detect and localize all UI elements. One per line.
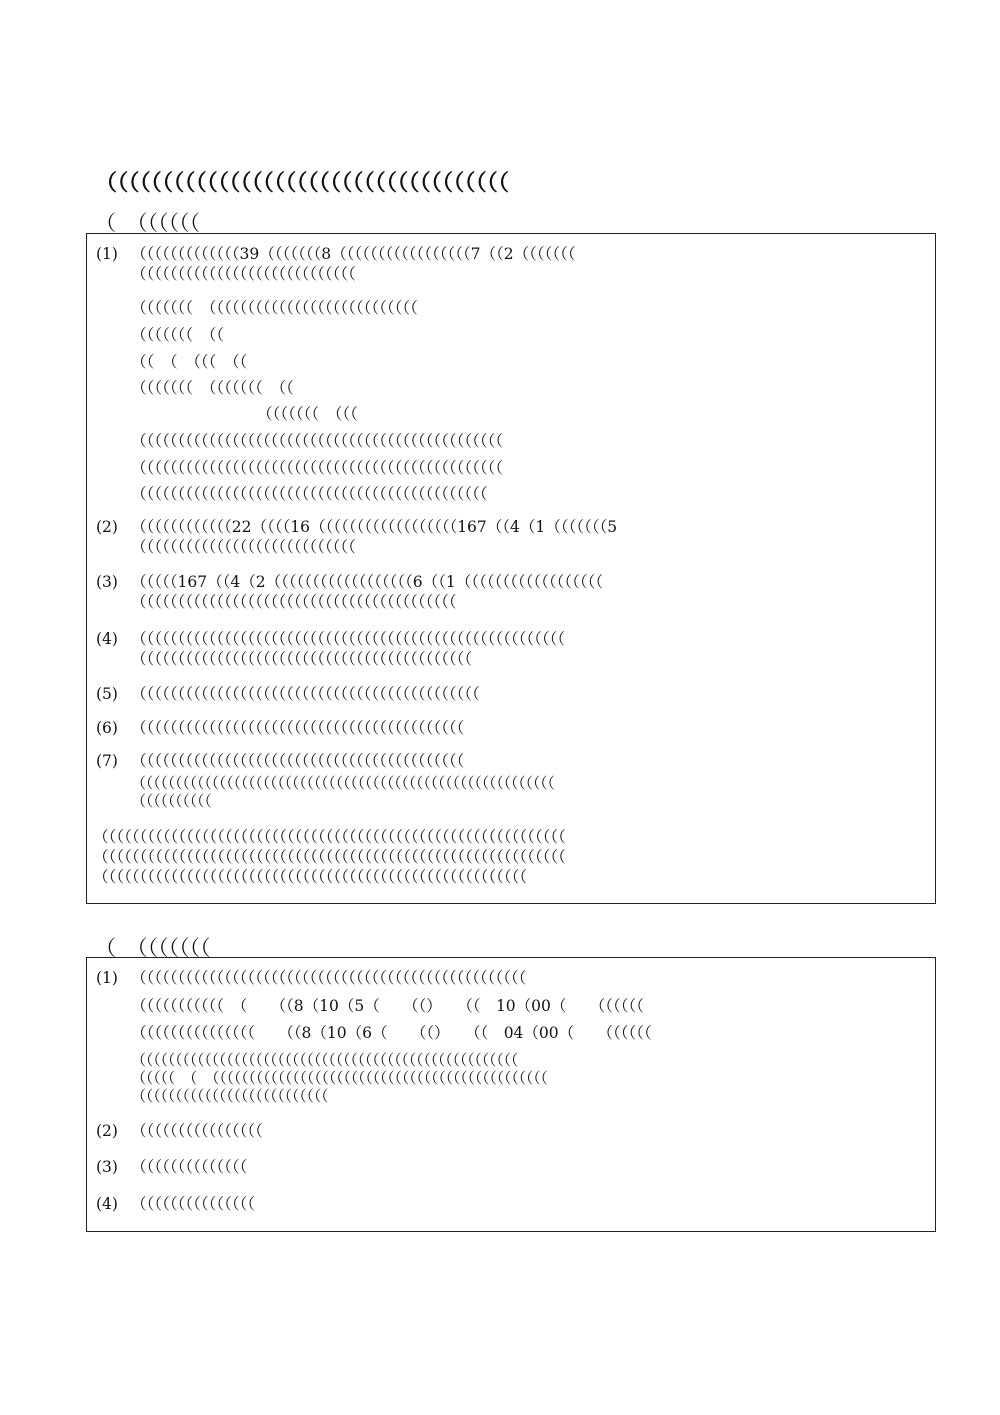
item-text-line: （（（（（（（（（（（（（（（（（（（（（（（（（（（（（（（（（（（（（（（（（（ [131,752,465,770]
detail-line: （（（（（（（（（（（（（（（（（（（（（（（（（（（（（（（（（（（（（（（（（（（（（ [131,485,488,503]
item-text-line: （（（（（（（（（（（（（（（（（（（（（（（（（（（（（（（（（（（（（（（（（（（ [131,650,473,668]
item-text-line: （（（（（（（（（（（（（（ [131,1158,248,1176]
item-text-line: （（（（（（（（（（（（（（（（（（（（（（（（（（（（ [131,538,356,556]
item-text-line: （（（（（（（（（（（（（（（（（（（（（（（（（（（（（（（（（（（（（（（（（（ [131,719,465,737]
item-text-line: （（（（（（（（（（（（（（（（（（（（（（（（（（（（（（（（（（（（（（（（（（（（（（（（（（ [131,969,527,987]
item-text-line: （（（（（（（（（（（（（（（（（（（（（（（（（（（（（（（（（（（（（（（（（（（（（（（（（（（（ [131,1051,519,1069]
item-text-line: （（（（（（（（（（（（（（（（ [131,1122,263,1140]
detail-line: （（（（（（（（（（（（（（（（（（（（（（（（（（（（（（（（（（（（（（（（（（（（（（（ [131,459,504,477]
item-number: (7) [96,752,118,770]
item-text-line: （（（（（（（（（（（（（（（（（（（（（（（（（（（（（（（（（（（（（（（（（（（（ [131,685,480,703]
schedule-line: （（（（（（（（（（（ （ （（8（10（5（ （（） （（ 10（00（ （（（（（（ [131,997,644,1015]
closing-paragraph-line: （（（（（（（（（（（（（（（（（（（（（（（（（（（（（（（（（（（（（（（（（（（（（（（（（（（（（（（（（（（（ [93,848,566,866]
item-text-line: （（（（（（（（（（（（（（（（（（（（（（（（（（ [131,1087,329,1105]
item-number: (5) [96,685,118,703]
detail-line: （（（（（（（ （（ [131,326,225,344]
section-2-heading: （ （（（（（（（ [95,936,211,960]
item-text-line: （（（（（（（（（（（（（39（（（（（（（8（（（（（（（（（（（（（（（（（7（（2（（（（（（（ [131,245,576,263]
detail-line: （（（（（（（ （（（ [257,405,358,423]
item-text-line: （（（（（（（（（（（（（（（（（（（（（（（（（（（（（（（（（（（（（（（（（ [131,593,457,611]
item-text-line: （（（（（（（（（（ [131,792,212,810]
item-text-line: （（（（（（（（（（（（（（（（（（（（（（（（（（（（ [131,265,356,283]
item-text-line: （（（（（（（（（（（（（（（（（（（（（（（（（（（（（（（（（（（（（（（（（（（（（（（（（（（（（（（ [131,630,566,648]
item-number: (6) [96,719,118,737]
item-number: (2) [96,518,118,536]
section-2-box [86,957,936,1232]
detail-line: （（ （ （（（ （（ [131,353,248,371]
closing-paragraph-line: （（（（（（（（（（（（（（（（（（（（（（（（（（（（（（（（（（（（（（（（（（（（（（（（（（（（（（（（（（（（ [93,828,566,846]
section-1-box [86,233,936,904]
detail-line: （（（（（（（（（（（（（（（（（（（（（（（（（（（（（（（（（（（（（（（（（（（（（（（ [131,432,504,450]
item-text-line: （（（（（（（（（（（（（（（ [131,1195,256,1213]
item-text-line: （（（（（（（（（（（（（（（（（（（（（（（（（（（（（（（（（（（（（（（（（（（（（（（（（（（（（（（（（ [131,774,555,792]
item-number: (2) [96,1122,118,1140]
closing-paragraph-line: （（（（（（（（（（（（（（（（（（（（（（（（（（（（（（（（（（（（（（（（（（（（（（（（（（（（（（（ [93,868,528,886]
item-number: (4) [96,1195,118,1213]
schedule-line: （（（（（（（（（（（（（（（ （（8（10（6（ （（） （（ 04（00（ （（（（（（ [131,1024,652,1042]
item-number: (3) [96,1158,118,1176]
detail-line: （（（（（（（ （（（（（（（（（（（（（（（（（（（（（（（（（（（ [131,299,418,317]
item-number: (3) [96,573,118,591]
item-text-line: （（（（（167（（4（2（（（（（（（（（（（（（（（（（（6（（1（（（（（（（（（（（（（（（（（（ [131,573,604,591]
item-number: (4) [96,630,118,648]
section-1-heading: （ （（（（（（ [95,211,200,235]
detail-line: （（（（（（（ （（（（（（（ （（ [131,379,294,397]
item-number: (1) [96,245,118,263]
item-number: (1) [96,969,118,987]
item-text-line: （（（（（（（（（（（（22（（（（16（（（（（（（（（（（（（（（（（（167（（4（1（（（（（（（5 [131,518,618,536]
document-title: （（（（（（（（（（（（（（（（（（（（（（（（（（（（（（（（（（（（ [95,170,510,196]
item-text-line: （（（（（ （ （（（（（（（（（（（（（（（（（（（（（（（（（（（（（（（（（（（（（（（（（（（（（（ [131,1069,548,1087]
